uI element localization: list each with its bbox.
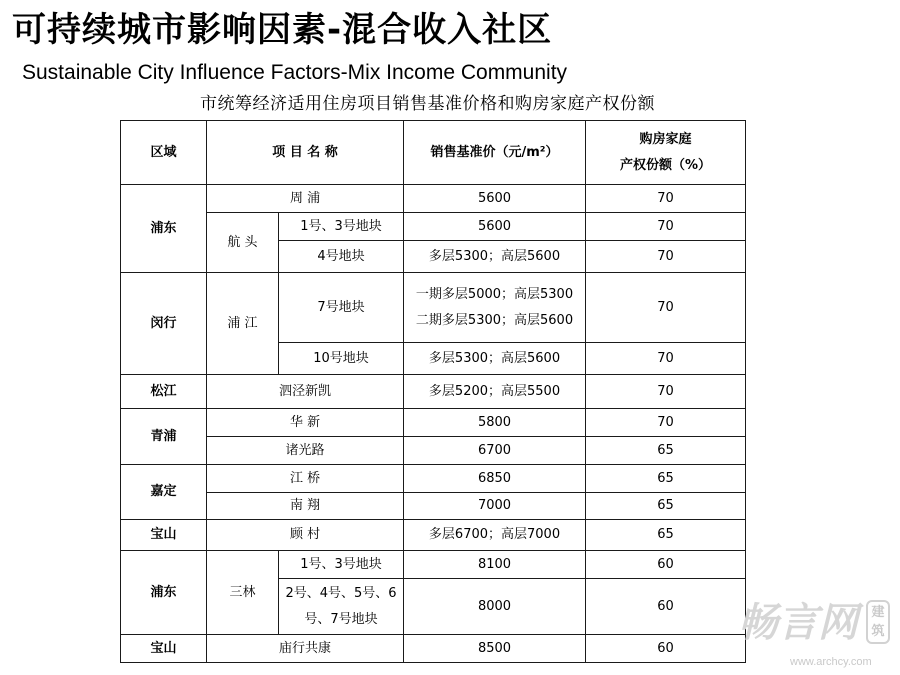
cell-project: 江 桥	[207, 465, 404, 493]
cell-price: 多层5200；高层5500	[404, 375, 586, 409]
cell-price: 5600	[404, 213, 586, 241]
table-header-row	[121, 121, 746, 185]
cell-project: 泗泾新凯	[207, 375, 404, 409]
cell-share: 70	[586, 241, 746, 273]
cell-region: 青浦	[121, 409, 207, 465]
cell-price: 8100	[404, 551, 586, 579]
cell-region: 松江	[121, 375, 207, 409]
cell-project: 周 浦	[207, 185, 404, 213]
price-table	[120, 120, 746, 663]
slide-title: 可持续城市影响因素-混合收入社区	[12, 10, 553, 50]
cell-sub-project: 1号、3号地块	[279, 213, 404, 241]
table-row	[121, 273, 746, 343]
cell-project: 南 翔	[207, 493, 404, 520]
table-row	[121, 635, 746, 663]
header-region: 区域	[121, 121, 207, 185]
cell-sub-project: 10号地块	[279, 343, 404, 375]
cell-sub-project: 4号地块	[279, 241, 404, 273]
cell-project: 诸光路	[207, 437, 404, 465]
cell-share: 70	[586, 185, 746, 213]
cell-project: 航 头	[207, 213, 279, 273]
table-header	[121, 121, 746, 185]
cell-price: 多层5300；高层5600	[404, 241, 586, 273]
cell-region: 嘉定	[121, 465, 207, 520]
table-row	[121, 375, 746, 409]
cell-share: 60	[586, 635, 746, 663]
cell-region: 浦东	[121, 185, 207, 273]
cell-sub-project: 1号、3号地块	[279, 551, 404, 579]
price-line-1: 一期多层5000；高层5300	[415, 286, 574, 302]
watermark-url: www.archcy.com	[790, 656, 872, 668]
table-row	[121, 465, 746, 493]
header-base-price: 销售基准价（元/m²）	[404, 121, 586, 185]
header-ownership-share	[586, 121, 746, 185]
cell-share: 65	[586, 493, 746, 520]
table-row	[121, 185, 746, 213]
cell-share: 70	[586, 273, 746, 343]
table-row	[121, 213, 746, 241]
table-body	[121, 185, 746, 663]
cell-region: 闵行	[121, 273, 207, 375]
cell-share: 65	[586, 520, 746, 551]
cell-region: 宝山	[121, 520, 207, 551]
header-share-line-2: 产权份额（%）	[620, 157, 712, 173]
cell-share: 70	[586, 409, 746, 437]
cell-price: 多层6700；高层7000	[404, 520, 586, 551]
cell-region: 浦东	[121, 551, 207, 635]
table-row	[121, 493, 746, 520]
cell-share: 65	[586, 465, 746, 493]
cell-project: 三林	[207, 551, 279, 635]
price-line-2: 二期多层5300；高层5600	[415, 312, 574, 328]
cell-price: 5800	[404, 409, 586, 437]
watermark-logo: 畅言网	[738, 600, 858, 646]
watermark-tag: 建筑	[866, 600, 890, 644]
table-caption: 市统筹经济适用住房项目销售基准价格和购房家庭产权份额	[200, 94, 655, 114]
table-row	[121, 520, 746, 551]
table-row	[121, 551, 746, 579]
slide-subtitle: Sustainable City Influence Factors-Mix Income Community	[22, 61, 568, 84]
cell-share: 60	[586, 551, 746, 579]
cell-price	[404, 273, 586, 343]
table-row	[121, 437, 746, 465]
cell-region: 宝山	[121, 635, 207, 663]
cell-price: 5600	[404, 185, 586, 213]
cell-share: 60	[586, 579, 746, 635]
cell-price: 6700	[404, 437, 586, 465]
cell-sub-project: 2号、4号、5号、6号、7号地块	[279, 579, 404, 635]
cell-project: 庙行共康	[207, 635, 404, 663]
cell-share: 70	[586, 343, 746, 375]
cell-price: 6850	[404, 465, 586, 493]
header-share-line-1: 购房家庭	[639, 131, 692, 147]
cell-project: 浦 江	[207, 273, 279, 375]
cell-price: 多层5300；高层5600	[404, 343, 586, 375]
header-project-name: 项 目 名 称	[207, 121, 404, 185]
cell-price: 8500	[404, 635, 586, 663]
cell-price: 7000	[404, 493, 586, 520]
cell-project: 华 新	[207, 409, 404, 437]
cell-price: 8000	[404, 579, 586, 635]
cell-share: 70	[586, 213, 746, 241]
cell-share: 65	[586, 437, 746, 465]
cell-project: 顾 村	[207, 520, 404, 551]
cell-sub-project: 7号地块	[279, 273, 404, 343]
table-row	[121, 409, 746, 437]
cell-share: 70	[586, 375, 746, 409]
